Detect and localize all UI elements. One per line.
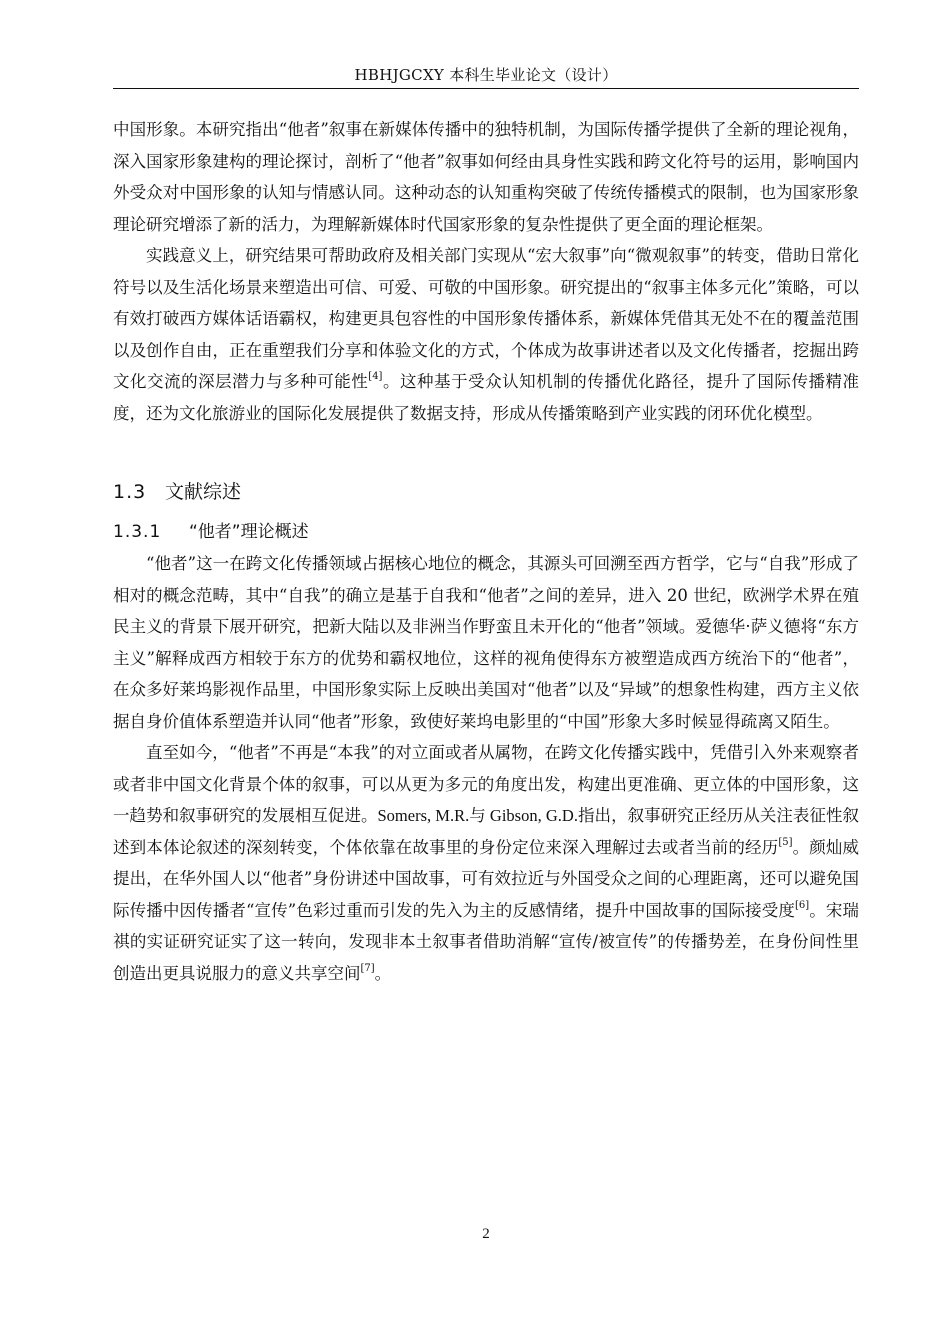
citation-ref: [4] bbox=[368, 371, 383, 382]
paragraph-text: 。 bbox=[374, 963, 392, 983]
paragraph-other-theory: “他者”这一在跨文化传播领域占据核心地位的概念，其源头可回溯至西方哲学，它与“自我”形成了相对的概念范畴，其中“自我”的确立是基于自我和“他者”之间的差异，进入 20 世纪，欧洲学术界在殖民主义的背景下展开研究，把新大陆以及非洲当作野蛮且未开化的“他者”领域。爱德华·萨义德将“东方主义”解释成西方相较于东方的优势和霸权地位，这样的视角使得东方被塑造成西方统治下的“他者”，在众多好莱坞影视作品里，中国形象实际上反映出美国对“他者”以及“异域”的想象性构建，西方主义依据自身价值体系塑造并认同“他者”形象，致使好莱坞电影里的“中国”形象大多时候显得疏离又陌生。 bbox=[113, 554, 859, 731]
section-number: 1.3 bbox=[113, 481, 147, 503]
section-title: 文献综述 bbox=[165, 481, 242, 503]
paragraph-narrative-research bbox=[113, 737, 859, 989]
subsection-number: 1.3.1 bbox=[113, 522, 162, 542]
page-header-title: HBHJGCXY 本科生毕业论文（设计） bbox=[354, 66, 618, 84]
paragraph-text: 。宋瑞祺的实证研究证实了这一转向，发现非本土叙事者借助消解“宣传/被宣传”的传播势差，在身份间性里创造出更具说服力的意义共享空间 bbox=[113, 900, 860, 983]
paragraph-text: 指出，叙事研究正经历从关注表征性叙述到本体论叙述的深刻转变，个体依靠在故事里的身份定位来深入理解过去或者当前的经历 bbox=[113, 806, 859, 857]
header-rule bbox=[113, 88, 859, 89]
paragraph-practical-significance bbox=[113, 240, 859, 429]
paragraph-text: 实践意义上，研究结果可帮助政府及相关部门实现从“宏大叙事”向“微观叙事”的转变，借助日常化符号以及生活化场景来塑造出可信、可爱、可敬的中国形象。研究提出的“叙事主体多元化”策略，可以有效打破西方媒体话语霸权，构建更具包容性的中国形象传播体系，新媒体凭借其无处不在的覆盖范围以及创作自由，正在重塑我们分享和体验文化的方式，个体成为故事讲述者以及文化传播者，挖掘出跨文化交流的深层潜力与多种可能性 bbox=[113, 246, 859, 391]
paragraph-text: 。这种基于受众认知机制的传播优化路径，提升了国际传播精准度，还为文化旅游业的国际化发展提供了数据支持，形成从传播策略到产业实践的闭环优化模型。 bbox=[113, 372, 860, 423]
citation-ref: [6] bbox=[794, 899, 810, 911]
section-heading bbox=[113, 472, 859, 512]
subsection-heading bbox=[113, 516, 859, 548]
paragraph-continuation: 中国形象。本研究指出“他者”叙事在新媒体传播中的独特机制，为国际传播学提供了全新的理论视角，深入国家形象建构的理论探讨，剖析了“他者”叙事如何经由具身性实践和跨文化符号的运用，影响国内外受众对中国形象的认知与情感认同。这种动态的认知重构突破了传统传播模式的限制，也为国家形象理论研究增添了新的活力，为理解新媒体时代国家形象的复杂性提供了更全面的理论框架。 bbox=[113, 120, 859, 234]
page-number: 2 bbox=[482, 1226, 490, 1242]
subsection-title: “他者”理论概述 bbox=[189, 522, 309, 542]
citation-ref: [5] bbox=[778, 836, 793, 848]
author-names: Somers, M.R.与 Gibson, G.D. bbox=[377, 806, 578, 825]
citation-ref: [7] bbox=[360, 962, 375, 974]
paragraph-text: 。颜灿威提出，在华外国人以“他者”身份讲述中国故事，可有效拉近与外国受众之间的心理距离，还可以避免国际传播中因传播者“宣传”色彩过重而引发的先入为主的反感情绪，提升中国故事的国际接受度 bbox=[113, 837, 860, 920]
body-text bbox=[113, 114, 859, 989]
paragraph-text: 直至如今，“他者”不再是“本我”的对立面或者从属物，在跨文化传播实践中，凭借引入外来观察者或者非中国文化背景个体的叙事，可以从更为多元的角度出发，构建出更准确、更立体的中国形象，这一趋势和叙事研究的发展相互促进。 bbox=[113, 743, 859, 825]
